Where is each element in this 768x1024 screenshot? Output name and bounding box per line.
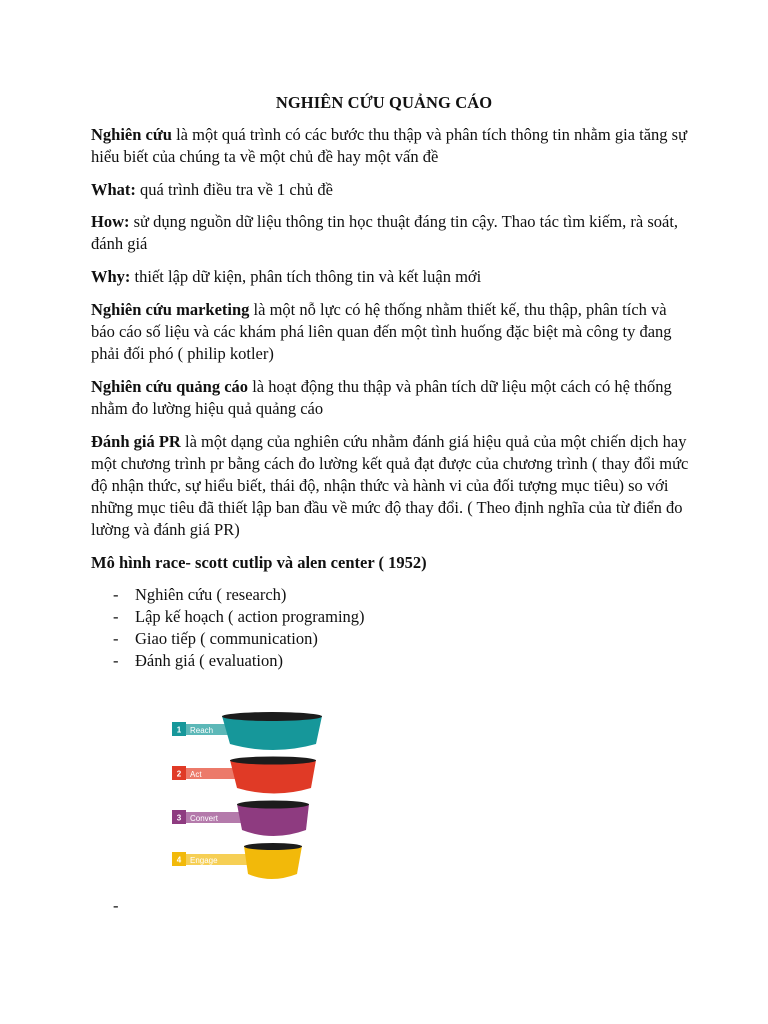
list-item [113,650,365,672]
term-pr-evaluation: Đánh giá PR [91,432,181,451]
paragraph-advertising-research [91,376,691,420]
definition-how: sử dụng nguồn dữ liệu thông tin học thuật đáng tin cậy. Thao tác tìm kiếm, rà soát, đánh giá [91,212,679,253]
funnel-rim-3 [237,801,309,809]
term-how: How: [91,212,130,231]
list-item-text: Đánh giá ( evaluation) [135,651,283,670]
funnel-rim-4 [244,843,302,850]
term-what: What: [91,180,136,199]
list-item-text: Giao tiếp ( communication) [135,629,318,648]
definition-why: thiết lập dữ kiện, phân tích thông tin và kết luận mới [130,267,482,286]
list-dash: - [113,585,119,604]
funnel-number-4: 4 [176,855,182,865]
term-advertising-research: Nghiên cứu quảng cáo [91,377,249,396]
definition-what: quá trình điều tra về 1 chủ đề [135,180,333,199]
definition-research: là một quá trình có các bước thu thập và phân tích thông tin nhằm gia tăng sự hiểu biết của chúng ta về một chủ đề hay một vấn đề [91,125,688,166]
funnel-diagram [166,706,336,886]
funnel-rim-1 [222,712,322,721]
funnel-stage-4 [172,843,302,879]
term-research: Nghiên cứu [91,125,172,144]
funnel-number-1: 1 [176,725,182,735]
funnel-label-4: Engage [190,856,218,865]
paragraph-research [91,124,691,168]
list-item-text: Nghiên cứu ( research) [135,585,287,604]
list-item [113,584,365,606]
funnel-stage-1 [172,712,322,750]
list-dash: - [113,607,119,626]
definition-marketing-research: là một nỗ lực có hệ thống nhằm thiết kế, thu thập, phân tích và báo cáo số liệu và các khám phá liên quan đến một tình huống đặc biệt mà công ty đang phải đối phó ( philip kotler) [91,300,672,363]
definition-pr-evaluation: là một dạng của nghiên cứu nhằm đánh giá hiệu quả của một chiến dịch hay một chương trình pr bằng cách đo lường kết quả đạt được của chương trình ( thay đổi mức độ nhận thức, sự hiểu biết, thái độ, nhận thức và hành vi của đối tượng mục tiêu) so với những mục tiêu đã thiết lập ban đầu về mức độ thay đổi. ( Theo định nghĩa của từ điển đo lường và đánh giá PR) [91,432,689,539]
list-dash: - [113,629,119,648]
paragraph-how [91,211,691,255]
funnel-stage-2 [172,757,316,794]
paragraph-marketing-research [91,299,691,365]
list-item [113,628,365,650]
funnel-label-1: Reach [190,726,214,735]
funnel-label-2: Act [190,770,202,779]
funnel-number-3: 3 [176,813,182,823]
race-steps-list [113,584,365,672]
funnel-number-2: 2 [176,769,182,779]
list-item [113,606,365,628]
paragraph-what [91,179,691,201]
list-dash: - [113,651,119,670]
funnel-stage-3 [172,801,309,837]
trailing-list-dash: - [113,896,119,915]
funnel-label-3: Convert [190,814,219,823]
paragraph-pr-evaluation [91,431,691,541]
funnel-rim-2 [230,757,316,765]
document-title: NGHIÊN CỨU QUẢNG CÁO [275,93,493,112]
list-item-text: Lập kế hoạch ( action programing) [135,607,365,626]
definition-advertising-research: là hoạt động thu thập và phân tích dữ liệu một cách có hệ thống nhằm đo lường hiệu quả quảng cáo [91,377,672,418]
race-model-heading: Mô hình race- scott cutlip và alen center ( 1952) [91,553,427,572]
paragraph-why [91,266,691,288]
term-why: Why: [91,267,131,286]
term-marketing-research: Nghiên cứu marketing [91,300,250,319]
